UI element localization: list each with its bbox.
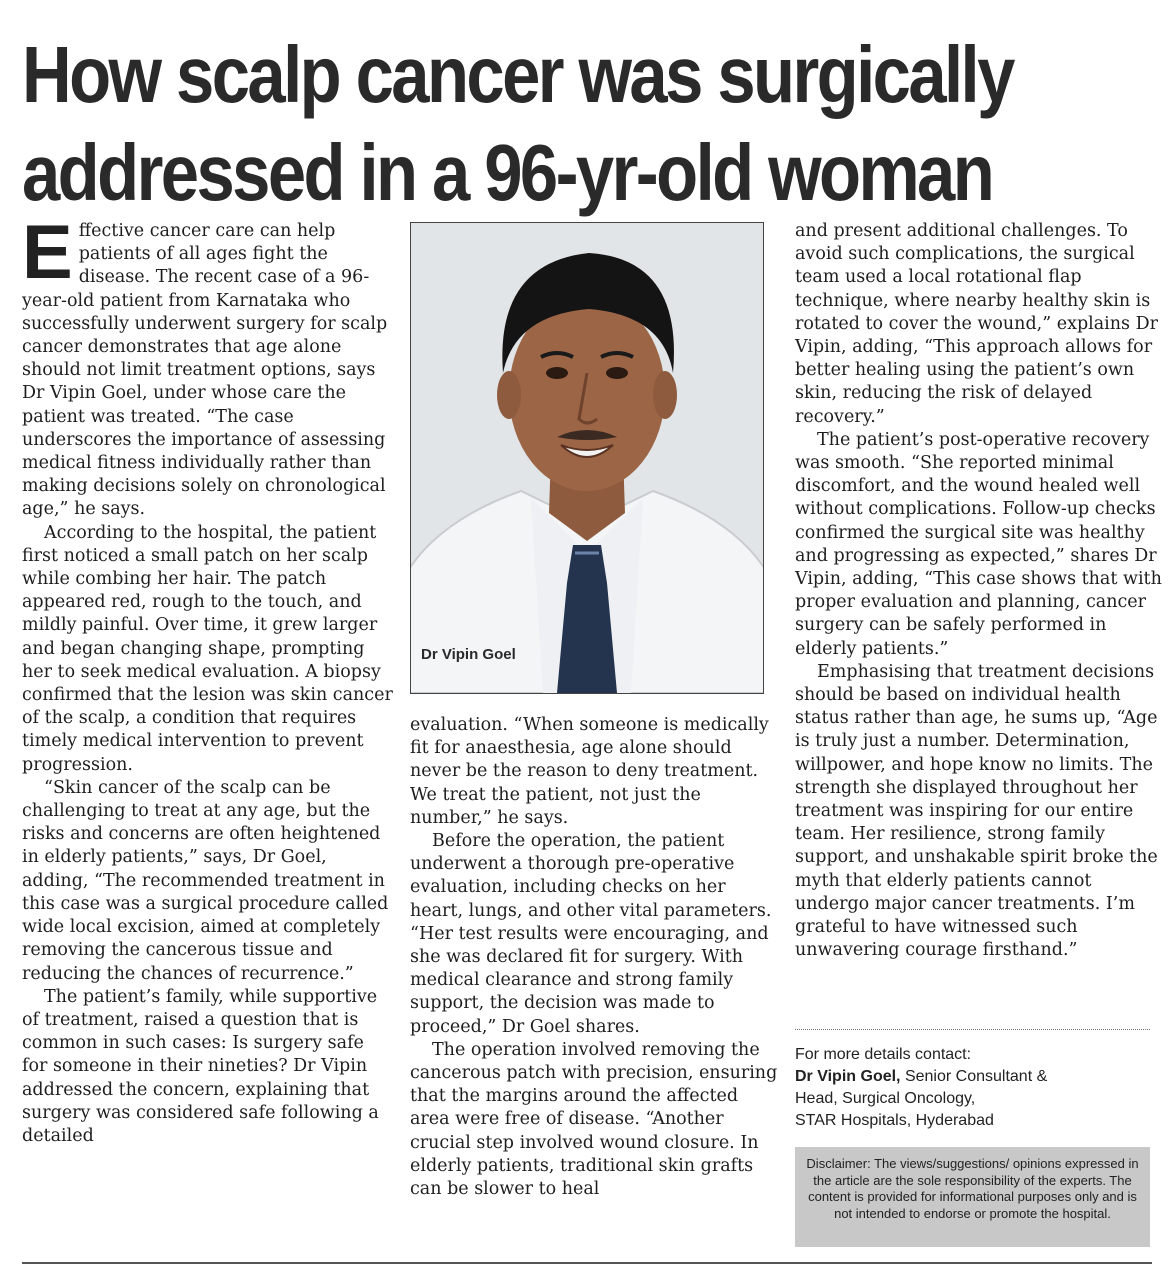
- disclaimer-text: Disclaimer: The views/suggestions/ opinions expressed in the article are the sole responsibility of the experts. The content is provided for informational purposes only and is not intended to endorse or promote the hospital.: [806, 1156, 1139, 1221]
- contact-heading: For more details contact:: [795, 1046, 972, 1063]
- article-paragraph: “Skin cancer of the scalp can be challenging to treat at any age, but the risks and concerns are often heightened in elderly patients,” says, Dr Goel, adding, “The recommended treatment in this case was a surgical procedure called wide local excision, aimed at completely removing the cancerous tissue and reducing the chances of recurrence.”: [22, 777, 389, 984]
- contact-box: [795, 1044, 1155, 1132]
- contact-role: Senior Consultant &: [900, 1068, 1048, 1085]
- article-paragraph: [22, 210, 394, 522]
- article-paragraph: According to the hospital, the patient first noticed a small patch on her scalp while combing her hair. The patch appeared red, rough to the touch, and mildly painful. Over time, it grew larger and began changing shape, prompting her to seek medical evaluation. A biopsy confirmed that the lesion was skin cancer of the scalp, a condition that requires timely medical intervention to prevent progression.: [22, 522, 393, 775]
- headline: [22, 26, 1013, 222]
- headline-line-2: addressed in a 96-yr-old woman: [22, 128, 993, 217]
- doctor-portrait-photo: [410, 222, 764, 694]
- drop-cap: E: [22, 210, 73, 295]
- article-paragraph: The patient’s post-operative recovery was smooth. “She reported minimal discomfort, and the wound healed well without complications. Follow-up checks confirmed the surgical site was healthy and progressing as expected,” shares Dr Vipin, adding, “This case shows that with proper evaluation and planning, cancer surgery can be safely performed in elderly patients.”: [795, 429, 1162, 659]
- portrait-illustration: [411, 223, 763, 693]
- bottom-divider: [22, 1262, 1152, 1264]
- article-paragraph: evaluation. “When someone is medically fit for anaesthesia, age alone should never be the reason to deny treatment. We treat the patient, not just the number,” he says.: [410, 715, 769, 828]
- article-column-1: [22, 210, 394, 1148]
- article-column-3: [795, 220, 1167, 963]
- article-paragraph: The operation involved removing the cancerous patch with precision, ensuring that the margins around the affected area were free of disease. “Another crucial step involved wound closure. In elderly patients, traditional skin grafts can be slower to heal: [410, 1039, 778, 1200]
- headline-line-1: How scalp cancer was surgically: [22, 30, 1013, 119]
- contact-role-line: Head, Surgical Oncology,: [795, 1090, 976, 1107]
- contact-hospital: STAR Hospitals, Hyderabad: [795, 1112, 994, 1129]
- contact-name: Dr Vipin Goel,: [795, 1068, 901, 1085]
- article-column-2: [410, 714, 782, 1201]
- article-paragraph: Emphasising that treatment decisions should be based on individual health status rather than age, he sums up, “Age is truly just a number. Determination, willpower, and hope know no limits. The strength she displayed throughout her treatment was inspiring for our entire team. Her resilience, strong family support, and unshakable spirit broke the myth that elderly patients cannot undergo major cancer treatments. I’m grateful to have witnessed such unwavering courage firsthand.”: [795, 661, 1158, 961]
- article-paragraph: Before the operation, the patient underwent a thorough pre-operative evaluation, including checks on her heart, lungs, and other vital parameters. “Her test results were encouraging, and she was declared fit for surgery. With medical clearance and strong family support, the decision was made to proceed,” Dr Goel shares.: [410, 831, 772, 1037]
- contact-divider: [795, 1029, 1150, 1030]
- article-paragraph: and present additional challenges. To avoid such complications, the surgical team used a local rotational flap technique, where nearby healthy skin is rotated to cover the wound,” explains Dr Vipin, adding, “This approach allows for better healing using the patient’s own skin, reducing the risk of delayed recovery.”: [795, 221, 1158, 427]
- photo-caption: Dr Vipin Goel: [421, 646, 516, 663]
- article-paragraph-text: ffective cancer care can help patients of all ages fight the disease. The recent case of a 96-year-old patient from Karnataka who successfully underwent surgery for scalp cancer demonstrates that age alone should not limit treatment options, says Dr Vipin Goel, under whose care the patient was treated. “The case underscores the importance of assessing medical fitness individually rather than making decisions solely on chronological age,” he says.: [22, 221, 388, 520]
- article-paragraph: The patient’s family, while supportive of treatment, raised a question that is common in such cases: Is surgery safe for someone in their nineties? Dr Vipin addressed the concern, explaining that surgery was considered safe following a detailed: [22, 986, 379, 1146]
- contact-name-line: [795, 1066, 1155, 1088]
- disclaimer-box: [795, 1147, 1150, 1247]
